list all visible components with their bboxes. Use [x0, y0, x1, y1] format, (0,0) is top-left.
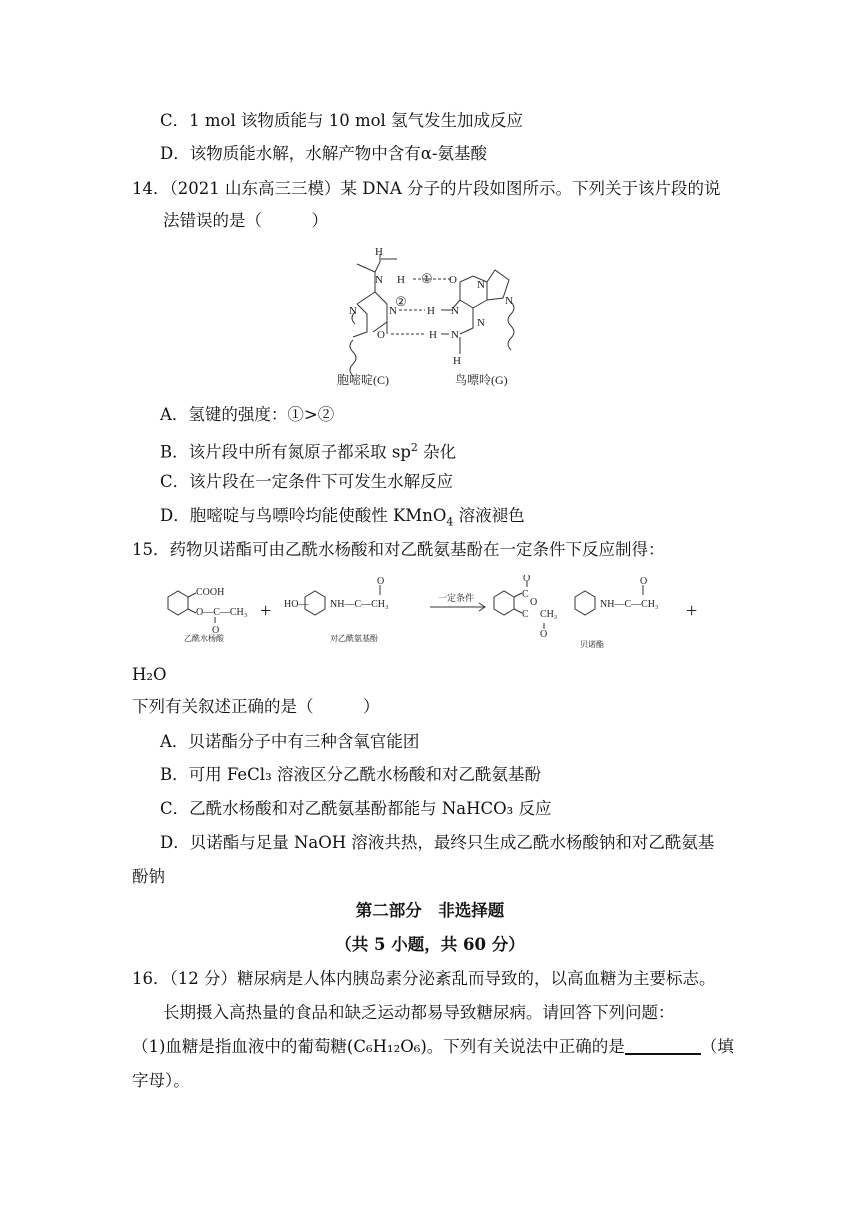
atom-n-g3: N — [451, 305, 459, 317]
aspirin-name: 乙酰水杨酸 — [184, 634, 224, 643]
carbonyl-o-1: O — [212, 625, 220, 636]
section-title: 第二部分 非选择题 — [355, 901, 505, 920]
cooh-label: COOH — [196, 587, 225, 598]
q13-option-d: D．该物质能水解，水解产物中含有α-氨基酸 — [160, 144, 487, 163]
atom-n-top: N — [375, 274, 383, 286]
reaction-scheme — [160, 575, 720, 650]
q16-line4: 字母）。 — [132, 1071, 190, 1090]
atom-h-bond3: H — [429, 329, 437, 341]
atom-n-c1: N — [349, 305, 357, 317]
q14-stem-line1: 14．（2021 山东高三三模）某 DNA 分子的片段如图所示。下列关于该片段的说 — [132, 179, 721, 198]
atom-o-c: O — [377, 329, 385, 341]
atom-n-g1: N — [477, 279, 485, 291]
q16-line2: 长期摄入高热量的食品和缺乏运动都易导致糖尿病。请回答下列问题： — [163, 1003, 675, 1022]
q15-option-b: B．可用 FeCl₃ 溶液区分乙酰水杨酸和对乙酰氨基酚 — [160, 765, 541, 784]
reaction-condition: 一定条件 — [438, 593, 475, 603]
section-subtitle: （共 5 小题，共 60 分） — [335, 935, 525, 954]
q13-option-c: C．1 mol 该物质能与 10 mol 氢气发生加成反应 — [160, 111, 524, 130]
q14-stem-line2: 法错误的是（ ） — [163, 211, 328, 230]
q15-question: 下列有关叙述正确的是（ ） — [132, 697, 380, 716]
carbonyl-o-4: O — [540, 629, 548, 640]
ester-o-label: O — [530, 597, 538, 608]
atom-h-bond1: H — [397, 274, 405, 286]
guanine-label: 鸟嘌呤(G) — [455, 373, 508, 387]
water-product: H₂O — [132, 665, 167, 684]
q15-option-c: C．乙酰水杨酸和对乙酰氨基酚都能与 NaHCO₃ 反应 — [160, 799, 552, 818]
atom-n-c2: N — [389, 305, 397, 317]
atom-o-g: O — [449, 274, 457, 286]
ho-label: HO— — [284, 599, 309, 610]
paracetamol-name: 对乙酰氨基酚 — [330, 634, 378, 643]
benorilate-name: 贝诺酯 — [580, 640, 604, 649]
atom-n-g2: N — [505, 295, 513, 307]
acetoxy-label: O—C—CH₃ — [196, 607, 248, 618]
q15-stem: 15．药物贝诺酯可由乙酰水杨酸和对乙酰氨基酚在一定条件下反应制得： — [132, 540, 665, 559]
carbonyl-o-2: O — [377, 576, 385, 587]
bond-1-label: ① — [421, 271, 433, 286]
q14-option-d: D．胞嘧啶与鸟嘌呤均能使酸性 KMnO$_4$ 溶液褪色 — [160, 506, 525, 529]
atom-n-g4: N — [477, 317, 485, 329]
q16-line1: 16．（12 分）糖尿病是人体内胰岛素分泌紊乱而导致的，以高血糖为主要标志。 — [132, 969, 716, 988]
dna-fragment-figure — [325, 242, 555, 392]
atom-h-bottom: H — [453, 355, 461, 367]
q14-option-c: C．该片段在一定条件下可发生水解反应 — [160, 472, 454, 491]
ester-c-1: C — [522, 589, 529, 600]
atom-n-g5: N — [451, 329, 459, 341]
atom-h-top: H — [375, 246, 383, 258]
q14-option-a: A．氢键的强度：①>② — [160, 405, 335, 424]
amide-label: NH—C—CH₃ — [330, 599, 389, 610]
ester-ch3: CH₃ — [540, 609, 558, 620]
q16-line3: （1)血糖是指血液中的葡萄糖(C₆H₁₂O₆)。下列有关说法中正确的是 （填 — [132, 1037, 734, 1056]
cytosine-label: 胞嘧啶(C) — [337, 373, 389, 387]
answer-blank[interactable] — [625, 1037, 701, 1055]
q15-option-d-line2: 酚钠 — [132, 867, 165, 886]
plus-sign-1: + — [260, 600, 272, 622]
bond-2-label: ② — [395, 294, 407, 309]
product-amide: NH—C—CH₃ — [600, 599, 659, 610]
atom-h-bond2: H — [427, 305, 435, 317]
ester-c-2: C — [522, 609, 529, 620]
carbonyl-o-3: O — [523, 575, 531, 584]
q15-option-a: A．贝诺酯分子中有三种含氧官能团 — [160, 732, 420, 751]
q15-option-d-line1: D．贝诺酯与足量 NaOH 溶液共热，最终只生成乙酰水杨酸钠和对乙酰氨基 — [160, 833, 715, 852]
plus-sign-2: + — [686, 600, 698, 622]
carbonyl-o-5: O — [640, 576, 648, 587]
q14-option-b: B．该片段中所有氮原子都采取 $sp^2$ 杂化 — [160, 441, 457, 462]
